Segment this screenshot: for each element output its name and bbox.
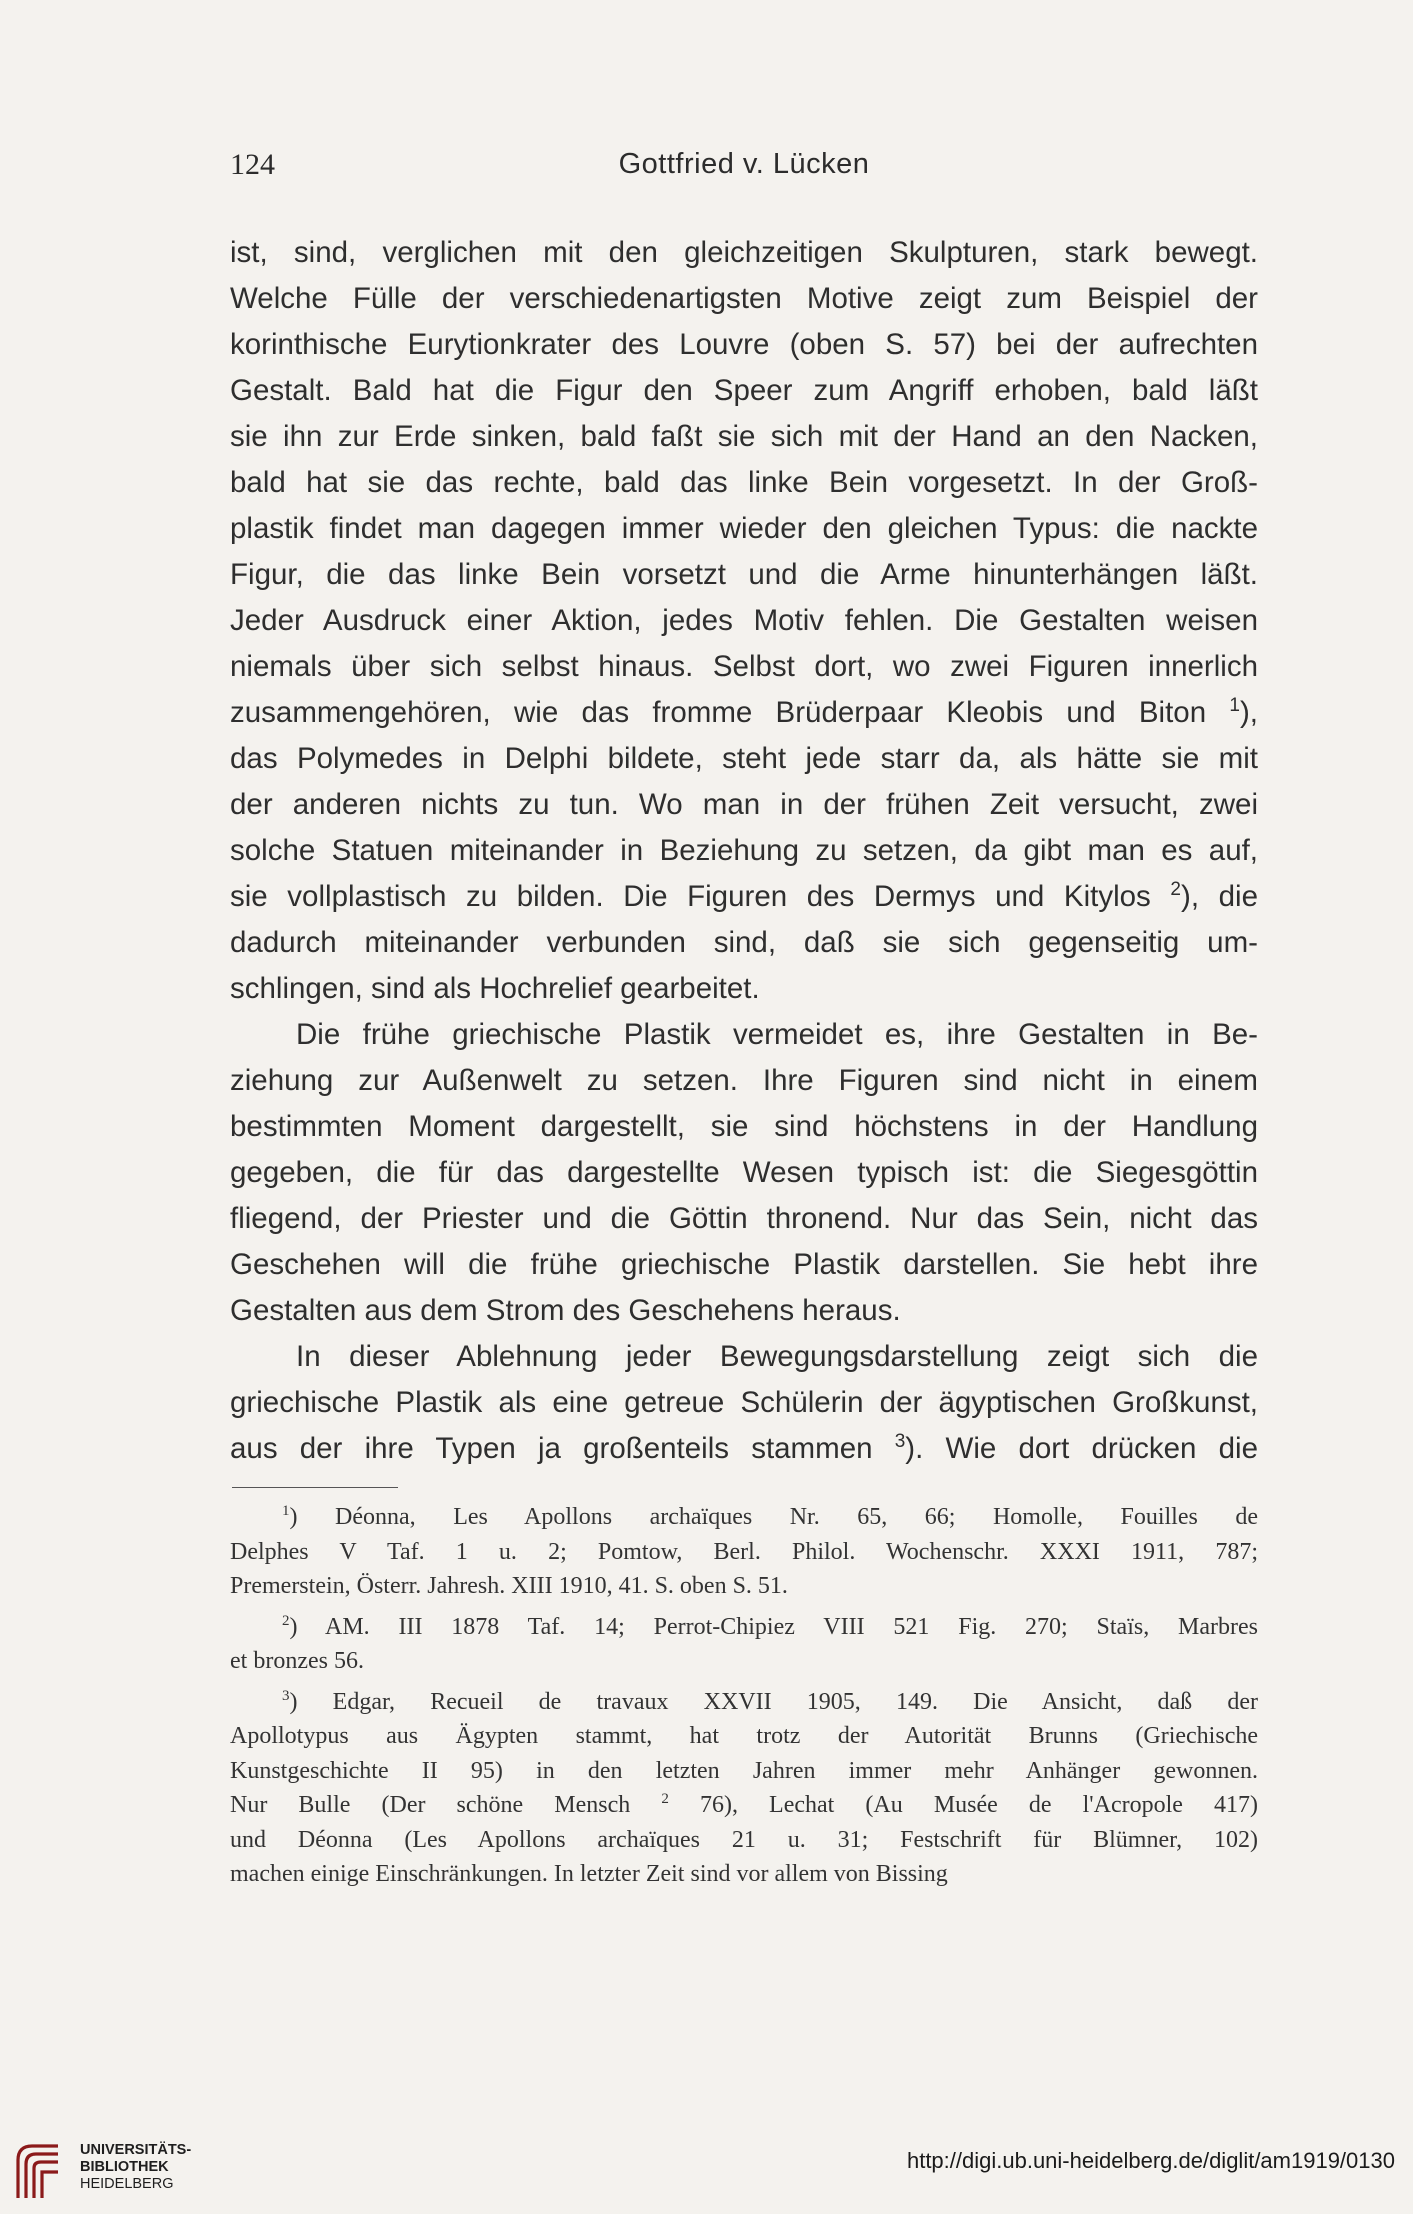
text-segment: Déonna, Les Apollons archaïques Nr. 65, 66; Homolle, Fouilles de (335, 1504, 1259, 1530)
text-line: niemals über sich selbst hinaus. Selbst dort, wo zwei Figuren innerlich (230, 650, 1258, 683)
footnote-line: Apollotypus aus Ägypten stammt, hat trotz der Autorität Brunns (Griechische (230, 1723, 1258, 1749)
page-header (230, 148, 1258, 192)
footnote-ref-3[interactable]: 3 (894, 1431, 906, 1452)
text-line-with-footnote (230, 690, 1258, 736)
footnote-marker: 3 (282, 1687, 290, 1704)
footnote-rule (232, 1487, 398, 1488)
text-line: dadurch miteinander verbunden sind, daß sie sich gegenseitig um- (230, 926, 1258, 959)
footnote-line: $^2$) AM. III 1878 Taf. 14; Perrot-Chipiez VIII 521 Fig. 270; Staïs, Marbres (282, 1612, 1259, 1640)
footnote-3 (230, 1685, 1258, 1892)
text-line: Jeder Ausdruck einer Aktion, jedes Motiv fehlen. Die Gestalten weisen (230, 604, 1258, 637)
text-line: Gestalten aus dem Strom des Geschehens heraus. (230, 1294, 901, 1327)
text-line: ist, sind, verglichen mit den gleichzeitigen Skulpturen, stark bewegt. (230, 236, 1258, 269)
footnote-ref-1[interactable]: 1 (1229, 695, 1240, 716)
superscript: 2 (661, 1791, 669, 1807)
footnote-line: Kunstgeschichte II 95) in den letzten Jahren immer mehr Anhänger gewonnen. (230, 1757, 1258, 1784)
text-line: Gestalt. Bald hat die Figur den Speer zum Angriff erhoben, bald läßt (230, 374, 1258, 407)
footnote-line: $^3$) Edgar, Recueil de travaux XXVII 1905, 149. Die Ansicht, daß der (282, 1687, 1258, 1715)
text-line: sie ihn zur Erde sinken, bald faßt sie sich mit der Hand an den Nacken, (230, 420, 1258, 453)
footnote-line (230, 1788, 1258, 1823)
library-name-line: UNIVERSITÄTS- (80, 2142, 192, 2158)
text-line: schlingen, sind als Hochrelief gearbeitet. (230, 972, 760, 1005)
library-name-line: BIBLIOTHEK (80, 2159, 169, 2175)
text-line: Geschehen will die frühe griechische Plastik darstellen. Sie hebt ihre (230, 1248, 1258, 1281)
paragraph-1 (230, 230, 1258, 1012)
text-segment: ). Wie dort drücken die (905, 1432, 1258, 1465)
text-segment: 76), Lechat (Au Musée de l'Acropole 417) (699, 1792, 1259, 1818)
footnote-line: $^1$) Déonna, Les Apollons archaïques Nr. 65, 66; Homolle, Fouilles de (282, 1503, 1259, 1530)
text-line: gegeben, die für das dargestellte Wesen typisch ist: die Siegesgöttin (230, 1156, 1258, 1189)
text-segment: zusammengehören, wie das fromme Brüderpaar Kleobis und Biton (230, 696, 1207, 729)
footnote-line: Delphes V Taf. 1 u. 2; Pomtow, Berl. Philol. Wochenschr. XXXI 1911, 787; (230, 1538, 1258, 1565)
footnote-line: und Déonna (Les Apollons archaïques 21 u. 31; Festschrift für Blümner, 102) (230, 1826, 1258, 1853)
library-logo-icon[interactable] (14, 2140, 70, 2202)
text-line: Figur, die das linke Bein vorsetzt und die Arme hinunterhängen läßt. (230, 558, 1258, 591)
text-line: In dieser Ablehnung jeder Bewegungsdarstellung zeigt sich die (296, 1340, 1258, 1373)
body-text (230, 230, 1258, 1472)
footnote-marker: 2 (282, 1612, 290, 1629)
footnote-line: Premerstein, Österr. Jahresh. XIII 1910, 41. S. oben S. 51. (230, 1573, 788, 1599)
text-line: das Polymedes in Delphi bildete, steht jede starr da, als hätte sie mit (230, 742, 1258, 775)
source-url-link[interactable]: http://digi.ub.uni-heidelberg.de/diglit/am1919/0130 (906, 2148, 1395, 2173)
footnote-2 (230, 1610, 1258, 1679)
paragraph-3 (230, 1334, 1258, 1472)
running-head: Gottfried v. Lücken (618, 148, 870, 180)
footnotes (230, 1500, 1258, 1898)
text-line: korinthische Eurytionkrater des Louvre (oben S. 57) bei der aufrechten (230, 328, 1258, 361)
text-segment: aus der ihre Typen ja großenteils stammen (230, 1432, 873, 1465)
text-line: solche Statuen miteinander in Beziehung zu setzen, da gibt man es auf, (230, 834, 1258, 867)
paragraph-2 (230, 1012, 1258, 1334)
text-line-with-footnote (230, 874, 1258, 920)
text-segment: ), die (1181, 880, 1258, 913)
text-segment: Edgar, Recueil de travaux XXVII 1905, 149. Die Ansicht, daß der (332, 1688, 1258, 1715)
text-line: Die frühe griechische Plastik vermeidet es, ihre Gestalten in Be- (296, 1018, 1258, 1051)
text-segment: AM. III 1878 Taf. 14; Perrot-Chipiez VIII 521 Fig. 270; Staïs, Marbres (325, 1613, 1259, 1640)
footnote-marker: 1 (282, 1503, 290, 1519)
text-line: fliegend, der Priester und die Göttin thronend. Nur das Sein, nicht das (230, 1202, 1258, 1235)
text-segment: ), (1239, 696, 1258, 729)
footnote-ref-2[interactable]: 2 (1170, 879, 1181, 900)
library-name (80, 2142, 191, 2193)
text-line: bestimmten Moment dargestellt, sie sind höchstens in der Handlung (230, 1110, 1258, 1143)
footnote-1 (230, 1500, 1258, 1604)
footnote-line: machen einige Einschränkungen. In letzter Zeit sind vor allem von Bissing (230, 1861, 948, 1887)
footnote-line: et bronzes 56. (230, 1648, 364, 1674)
text-segment: sie vollplastisch zu bilden. Die Figuren des Dermys und Kitylos (230, 880, 1151, 913)
library-name-line: HEIDELBERG (80, 2176, 174, 2192)
text-line: bald hat sie das rechte, bald das linke Bein vorgesetzt. In der Groß- (230, 466, 1258, 499)
text-line: Welche Fülle der verschiedenartigsten Motive zeigt zum Beispiel der (230, 282, 1258, 315)
text-line: der anderen nichts zu tun. Wo man in der frühen Zeit versucht, zwei (230, 788, 1258, 821)
text-line: griechische Plastik als eine getreue Schülerin der ägyptischen Großkunst, (230, 1386, 1258, 1419)
text-segment: Nur Bulle (Der schöne Mensch (230, 1792, 631, 1818)
text-line-with-footnote (230, 1426, 1258, 1472)
page-number: 124 (230, 148, 275, 181)
text-line: plastik findet man dagegen immer wieder den gleichen Typus: die nackte (230, 512, 1258, 545)
page-footer (0, 2128, 1413, 2214)
text-line: ziehung zur Außenwelt zu setzen. Ihre Figuren sind nicht in einem (230, 1064, 1258, 1097)
